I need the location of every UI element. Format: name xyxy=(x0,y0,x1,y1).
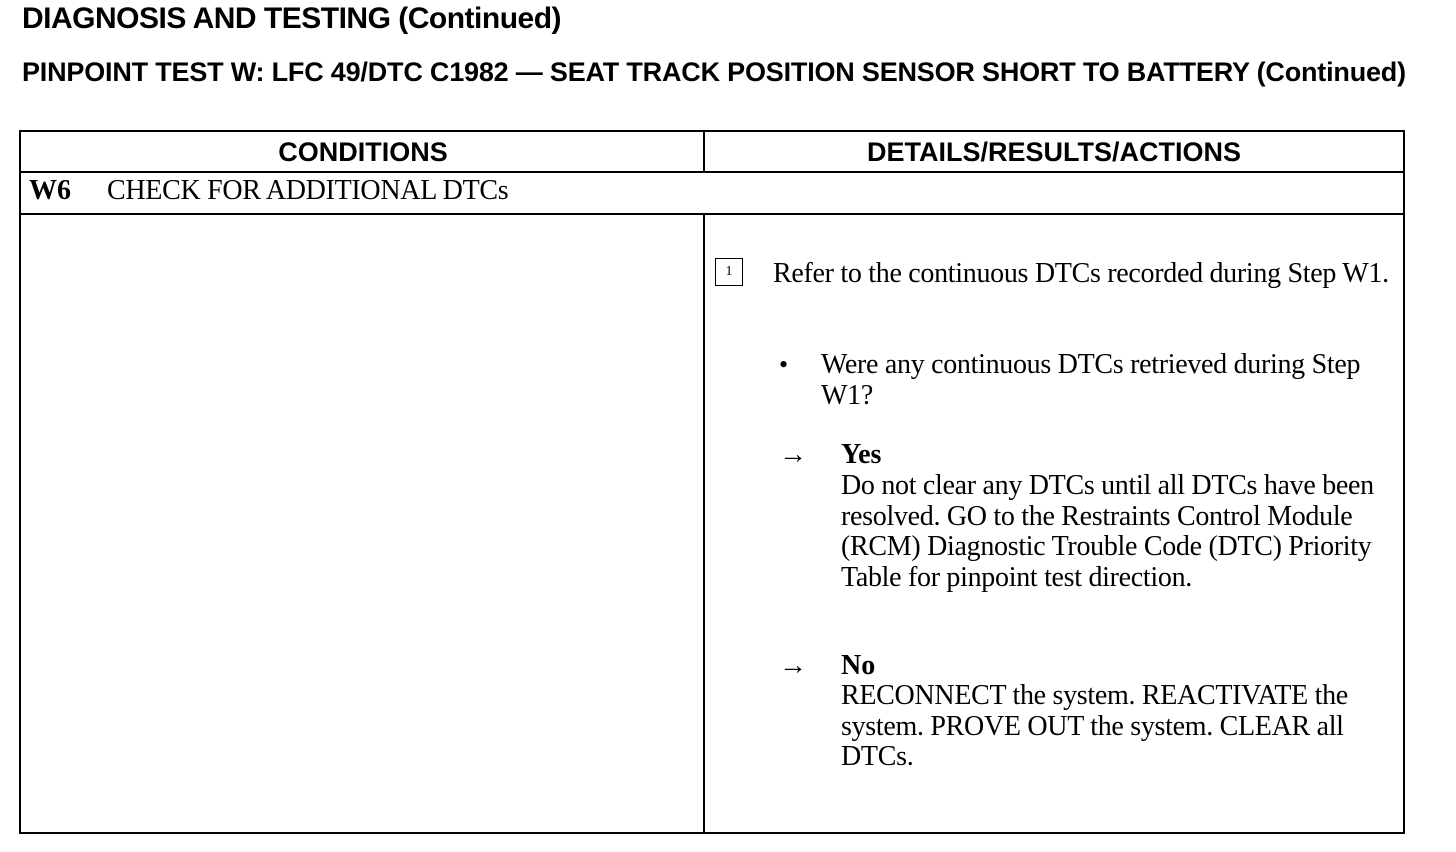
details-column-header: DETAILS/RESULTS/ACTIONS xyxy=(866,137,1241,167)
bullet-icon: • xyxy=(779,350,789,379)
conditions-column-header: CONDITIONS xyxy=(278,137,448,167)
no-result-label: No xyxy=(841,650,876,681)
no-result-text: RECONNECT the system. REACTIVATE the system. PROVE OUT the system. CLEAR all DTCs. xyxy=(841,680,1348,772)
step-id: W6 xyxy=(29,175,71,206)
body-column-divider xyxy=(703,215,705,832)
table-header-row xyxy=(21,132,1403,173)
step-question: Were any continuous DTCs retrieved during Step W1? xyxy=(821,349,1361,411)
step-row xyxy=(21,173,1403,215)
yes-result-label: Yes xyxy=(841,439,882,470)
pinpoint-test-title: PINPOINT TEST W: LFC 49/DTC C1982 — SEAT TRACK POSITION SENSOR SHORT TO BATTERY (Continued) xyxy=(22,57,1406,87)
arrow-right-icon: → xyxy=(779,650,807,681)
arrow-right-icon: → xyxy=(779,439,807,470)
page-title: DIAGNOSIS AND TESTING (Continued) xyxy=(22,2,562,35)
yes-result-text: Do not clear any DTCs until all DTCs have been resolved. GO to the Restraints Control Module (RCM) Diagnostic Trouble Code (DTC) Priority Table for pinpoint test direction. xyxy=(841,470,1374,593)
step-title: CHECK FOR ADDITIONAL DTCs xyxy=(107,175,509,206)
pinpoint-test-table xyxy=(19,130,1405,834)
step-instruction: Refer to the continuous DTCs recorded during Step W1. xyxy=(773,258,1389,289)
action-number-box: 1 xyxy=(715,258,743,286)
